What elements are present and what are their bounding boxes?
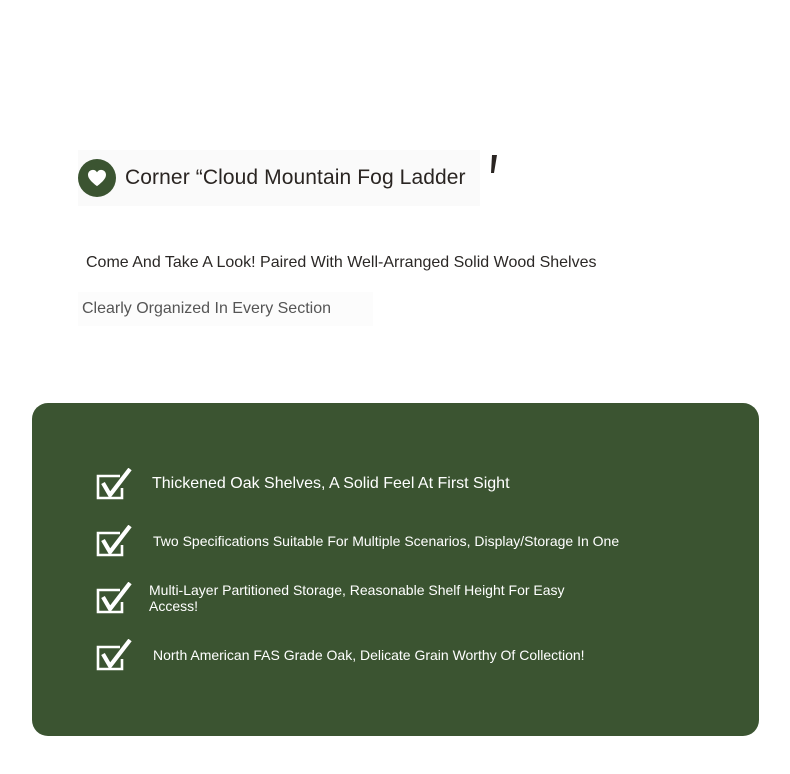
checkbox-check-icon — [96, 639, 132, 671]
subtitle-line-2: Clearly Organized In Every Section — [78, 292, 373, 326]
heart-icon — [78, 159, 116, 197]
features-panel — [32, 403, 759, 736]
subtitle-line-1: Come And Take A Look! Paired With Well-Arranged Solid Wood Shelves — [86, 254, 597, 271]
feature-item — [96, 639, 585, 671]
closing-quote-mark — [489, 155, 497, 173]
page-title-row — [78, 150, 480, 206]
feature-item — [96, 582, 569, 614]
feature-text: North American FAS Grade Oak, Delicate Grain Worthy Of Collection! — [153, 647, 585, 663]
checkbox-check-icon — [96, 468, 132, 500]
feature-text: Multi-Layer Partitioned Storage, Reasonable Shelf Height For Easy Access! — [149, 582, 565, 614]
page-title: Corner “Cloud Mountain Fog Ladder — [125, 166, 466, 189]
checkbox-check-icon — [96, 525, 132, 557]
feature-text: Thickened Oak Shelves, A Solid Feel At First Sight — [152, 475, 510, 492]
feature-item — [96, 468, 510, 500]
feature-item — [96, 525, 619, 557]
feature-text: Two Specifications Suitable For Multiple Scenarios, Display/Storage In One — [153, 533, 620, 549]
checkbox-check-icon — [96, 582, 132, 614]
